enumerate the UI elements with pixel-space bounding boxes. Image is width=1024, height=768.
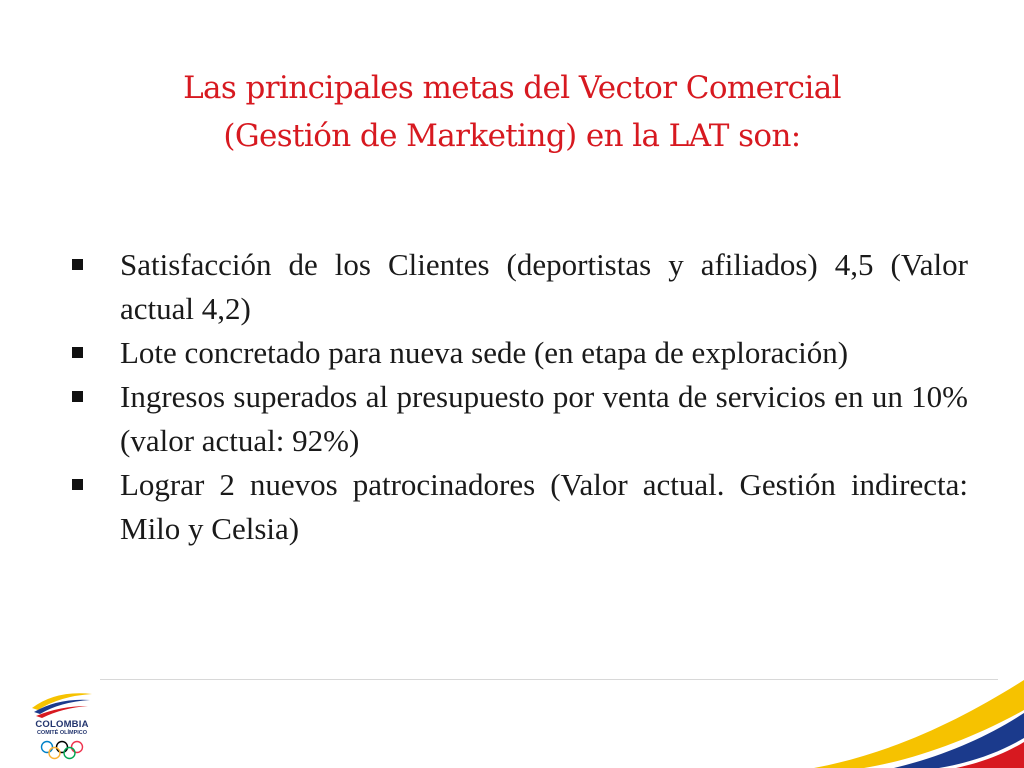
bullet-text: Satisfacción de los Clientes (deportistas y afiliados) 4,5 (Valor actual 4,2) (120, 247, 968, 326)
bullet-item-income (70, 375, 968, 463)
olympic-rings-icon (40, 740, 84, 760)
bullet-item-lot (70, 331, 968, 375)
square-bullet-icon (72, 259, 83, 270)
slide-title (100, 64, 924, 160)
colombia-olympic-committee-logo (22, 688, 102, 760)
logo-country-name: COLOMBIA (35, 719, 89, 730)
square-bullet-icon (72, 347, 83, 358)
bullet-list (70, 243, 968, 551)
bullet-text: Lograr 2 nuevos patrocinadores (Valor actual. Gestión indirecta: Milo y Celsia) (120, 467, 968, 546)
bullet-item-satisfaction (70, 243, 968, 331)
bullet-item-sponsors (70, 463, 968, 551)
bullet-text: Lote concretado para nueva sede (en etapa de exploración) (120, 335, 849, 370)
square-bullet-icon (72, 391, 83, 402)
flag-swoosh-icon (30, 688, 94, 718)
slide-title-line-1: Las principales metas del Vector Comercial (183, 70, 841, 106)
colombia-flag-swoosh (694, 658, 1024, 768)
slide-title-line-2: (Gestión de Marketing) en la LAT son: (223, 118, 801, 154)
bullet-text: Ingresos superados al presupuesto por venta de servicios en un 10% (valor actual: 92%) (120, 379, 968, 458)
logo-subtitle: COMITÉ OLÍMPICO (36, 730, 88, 736)
square-bullet-icon (72, 479, 83, 490)
